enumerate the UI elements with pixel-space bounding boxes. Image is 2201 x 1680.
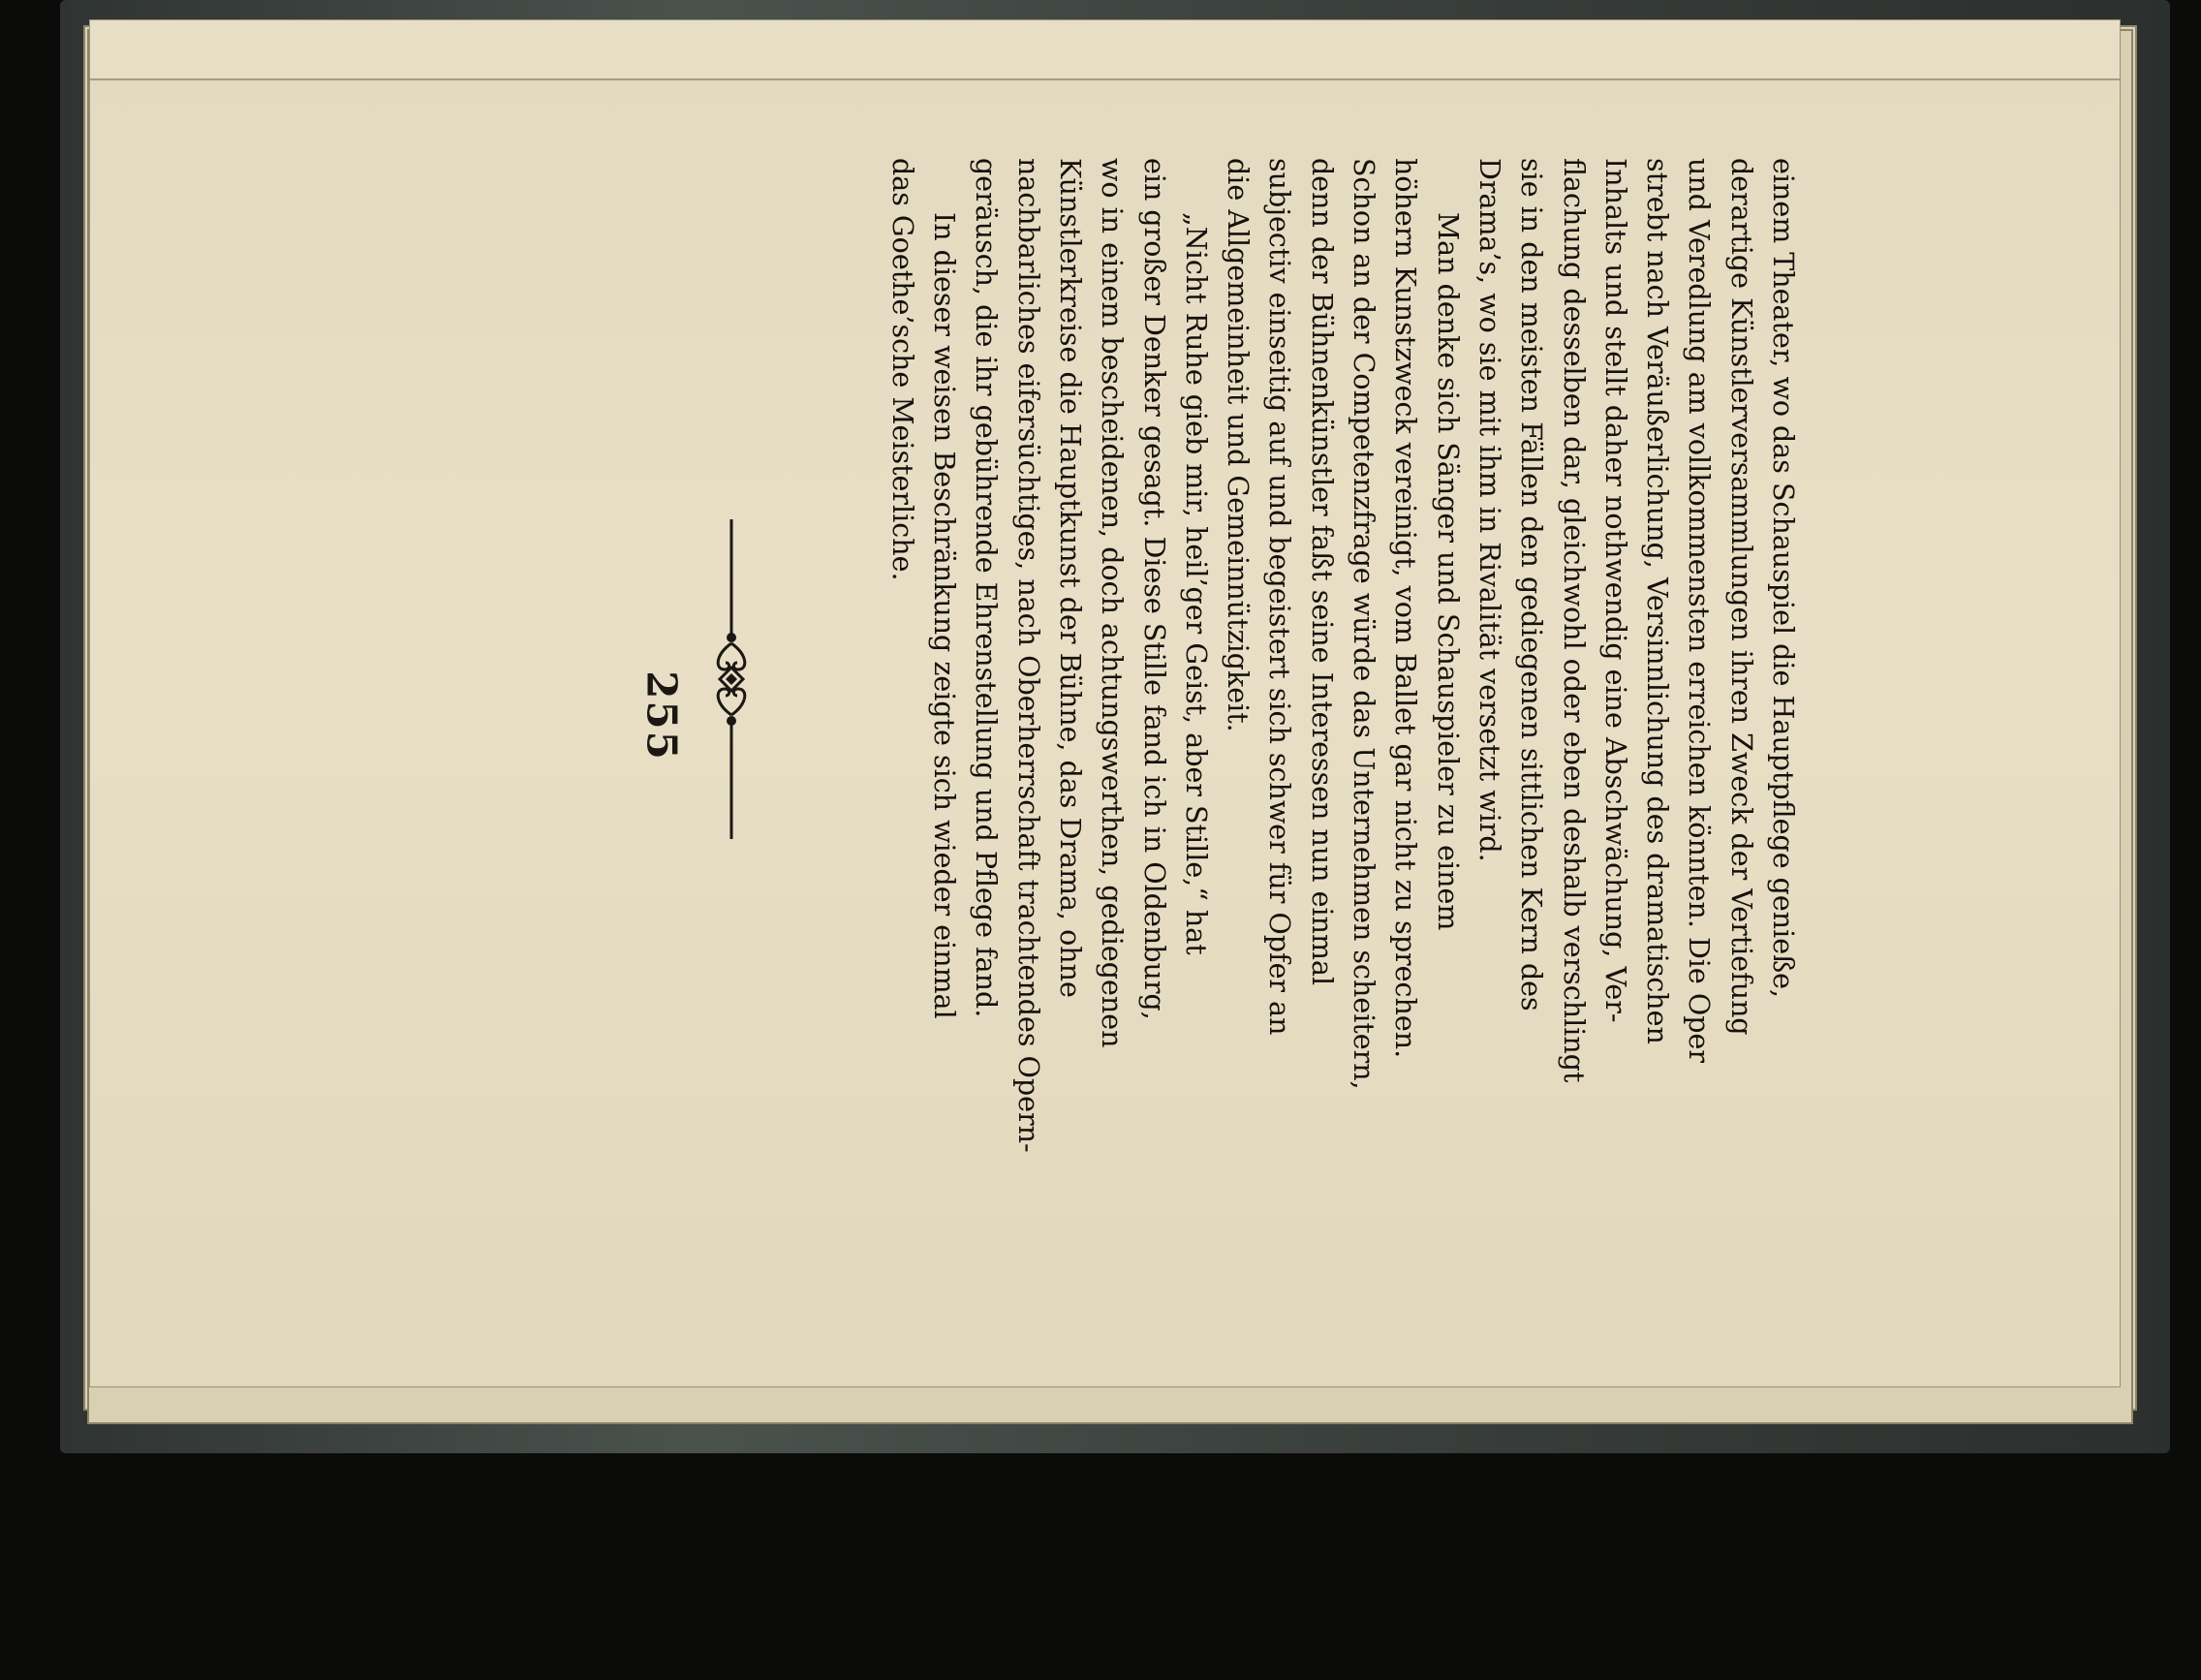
text-line: Drama’s, wo sie mit ihm in Rivalität versetzt wird. (1472, 158, 1505, 862)
text-line: denn der Bühnenkünstler faßt seine Interessen nun einmal (1305, 158, 1338, 986)
text-line: höhern Kunstzweck vereinigt, vom Ballet gar nicht zu sprechen. (1389, 158, 1422, 1059)
text-line: sie in den meisten Fällen den gediegenen sittlichen Kern des (1515, 158, 1548, 1011)
page (89, 19, 2121, 1387)
book (81, 0, 2174, 1434)
text-line: Inhalts und stellt daher nothwendig eine Abschwächung, Ver- (1598, 158, 1631, 1023)
text-line: ein großer Denker gesagt. Diese Stille fand ich in Oldenburg, (1137, 158, 1170, 1020)
text-line: In dieser weisen Beschränkung zeigte sich wieder einmal (928, 212, 961, 1019)
ornament-divider (705, 519, 754, 839)
text-line: flachung desselben dar, gleichwohl oder eben deshalb verschlingt (1557, 158, 1590, 1083)
text-line: „Nicht Ruhe gieb mir, heil’ger Geist, aber Stille,“ hat (1179, 212, 1212, 955)
text-line: Künstlerkreise die Hauptkunst der Bühne, das Drama, ohne (1053, 158, 1086, 998)
page-text (721, 158, 1804, 1262)
text-line: nachbarliches eifersüchtiges, nach Oberherrschaft trachtendes Opern- (1011, 158, 1044, 1153)
text-line: geräusch, die ihr gebührende Ehrenstellung und Pflege fand. (970, 158, 1003, 1018)
text-line: die Allgemeinheit und Gemeinnützigkeit. (1222, 158, 1255, 732)
text-line: einem Theater, wo das Schauspiel die Hauptpflege genieße, (1767, 158, 1799, 999)
page-number: 255 (637, 670, 686, 762)
facing-page-edge (90, 20, 2120, 80)
text-line: derartige Künstlerversammlungen ihren Zweck der Vertiefung (1724, 158, 1757, 1036)
text-line: subjectiv einseitig auf und begeistert sich schwer für Opfer an (1263, 158, 1296, 1036)
text-line: Man denke sich Sänger und Schauspieler zu einem (1431, 212, 1464, 931)
text-line: Schon an der Competenzfrage würde das Unternehmen scheitern, (1348, 158, 1380, 1090)
scroll-ornament-icon (709, 519, 754, 839)
text-line: wo in einem bescheidenen, doch achtungswerthen, gediegenen (1096, 158, 1129, 1048)
text-line: und Veredlung am vollkommensten erreichen könnten. Die Oper (1683, 158, 1716, 1063)
text-line: das Goethe’sche Meisterliche. (885, 158, 918, 581)
text-line: strebt nach Veräußerlichung, Versinnlichung des dramatischen (1641, 158, 1674, 1044)
